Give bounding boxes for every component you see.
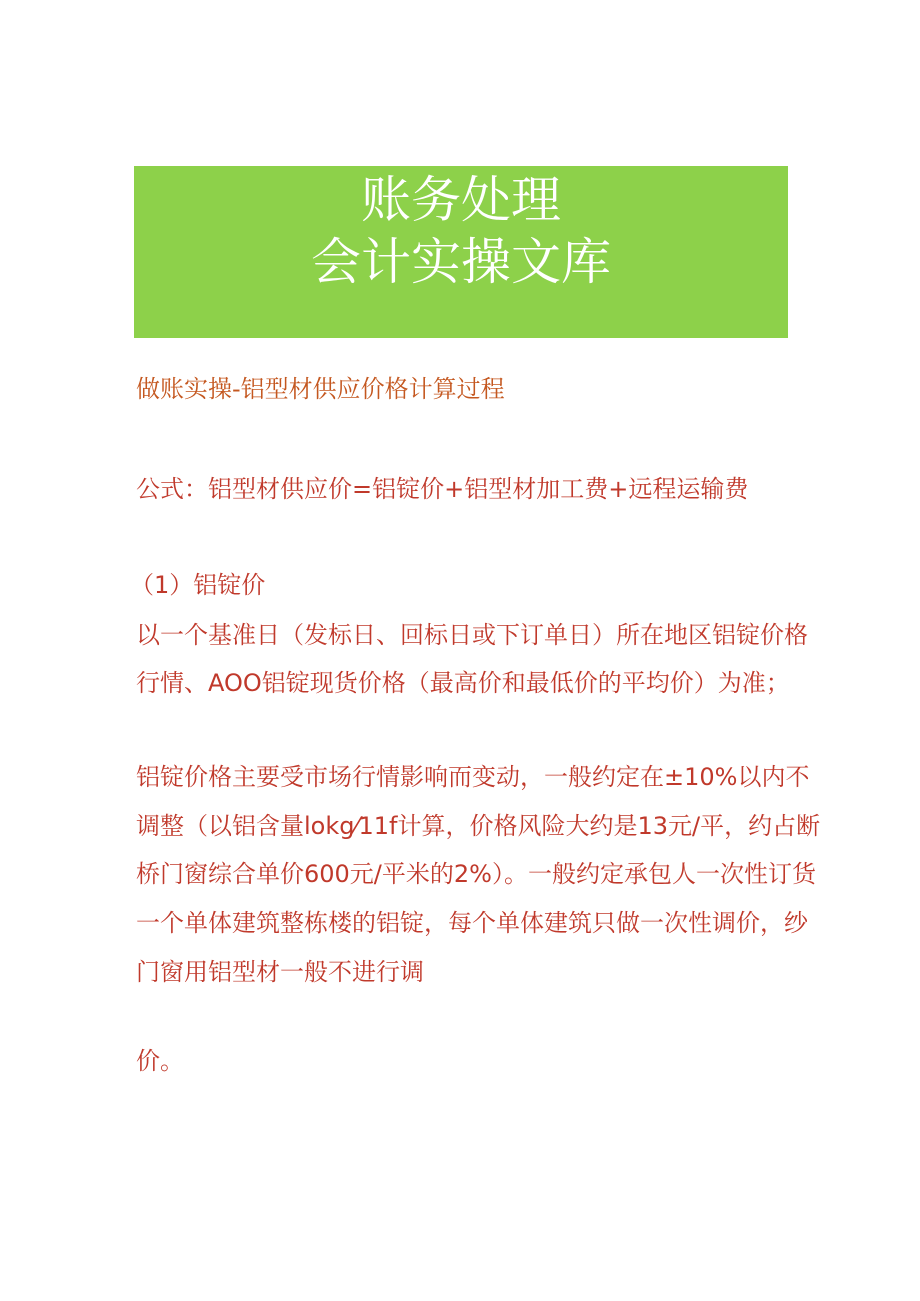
document-subtitle: 做账实操-铝型材供应价格计算过程 — [136, 375, 505, 403]
paragraph-line: 一个单体建筑整栋楼的铝锭，每个单体建筑只做一次性调价，纱 — [136, 909, 808, 937]
paragraph-line: 调整（以铝含量lokg⁄11f计算，价格风险大约是13元/平，约占断 — [136, 812, 821, 840]
banner-title-line2: 会计实操文库 — [311, 233, 611, 291]
formula-line: 公式：铝型材供应价=铝锭价+铝型材加工费+远程运输费 — [136, 475, 749, 503]
paragraph-end: 价。 — [136, 1047, 184, 1075]
paragraph-line: 铝锭价格主要受市场行情影响而变动，一般约定在±10%以内不 — [136, 763, 810, 791]
paragraph-line: 桥门窗综合单价600元/平米的2%）。一般约定承包人一次性订货 — [136, 860, 816, 888]
section-title: （1）铝锭价 — [130, 571, 266, 599]
paragraph-line: 门窗用铝型材一般不进行调 — [136, 958, 424, 986]
paragraph-line: 行情、AOO铝锭现货价格（最高价和最低价的平均价）为准； — [136, 669, 790, 697]
banner-title-line1: 账务处理 — [361, 171, 561, 229]
paragraph-line: 以一个基准日（发标日、回标日或下订单日）所在地区铝锭价格 — [136, 621, 808, 649]
